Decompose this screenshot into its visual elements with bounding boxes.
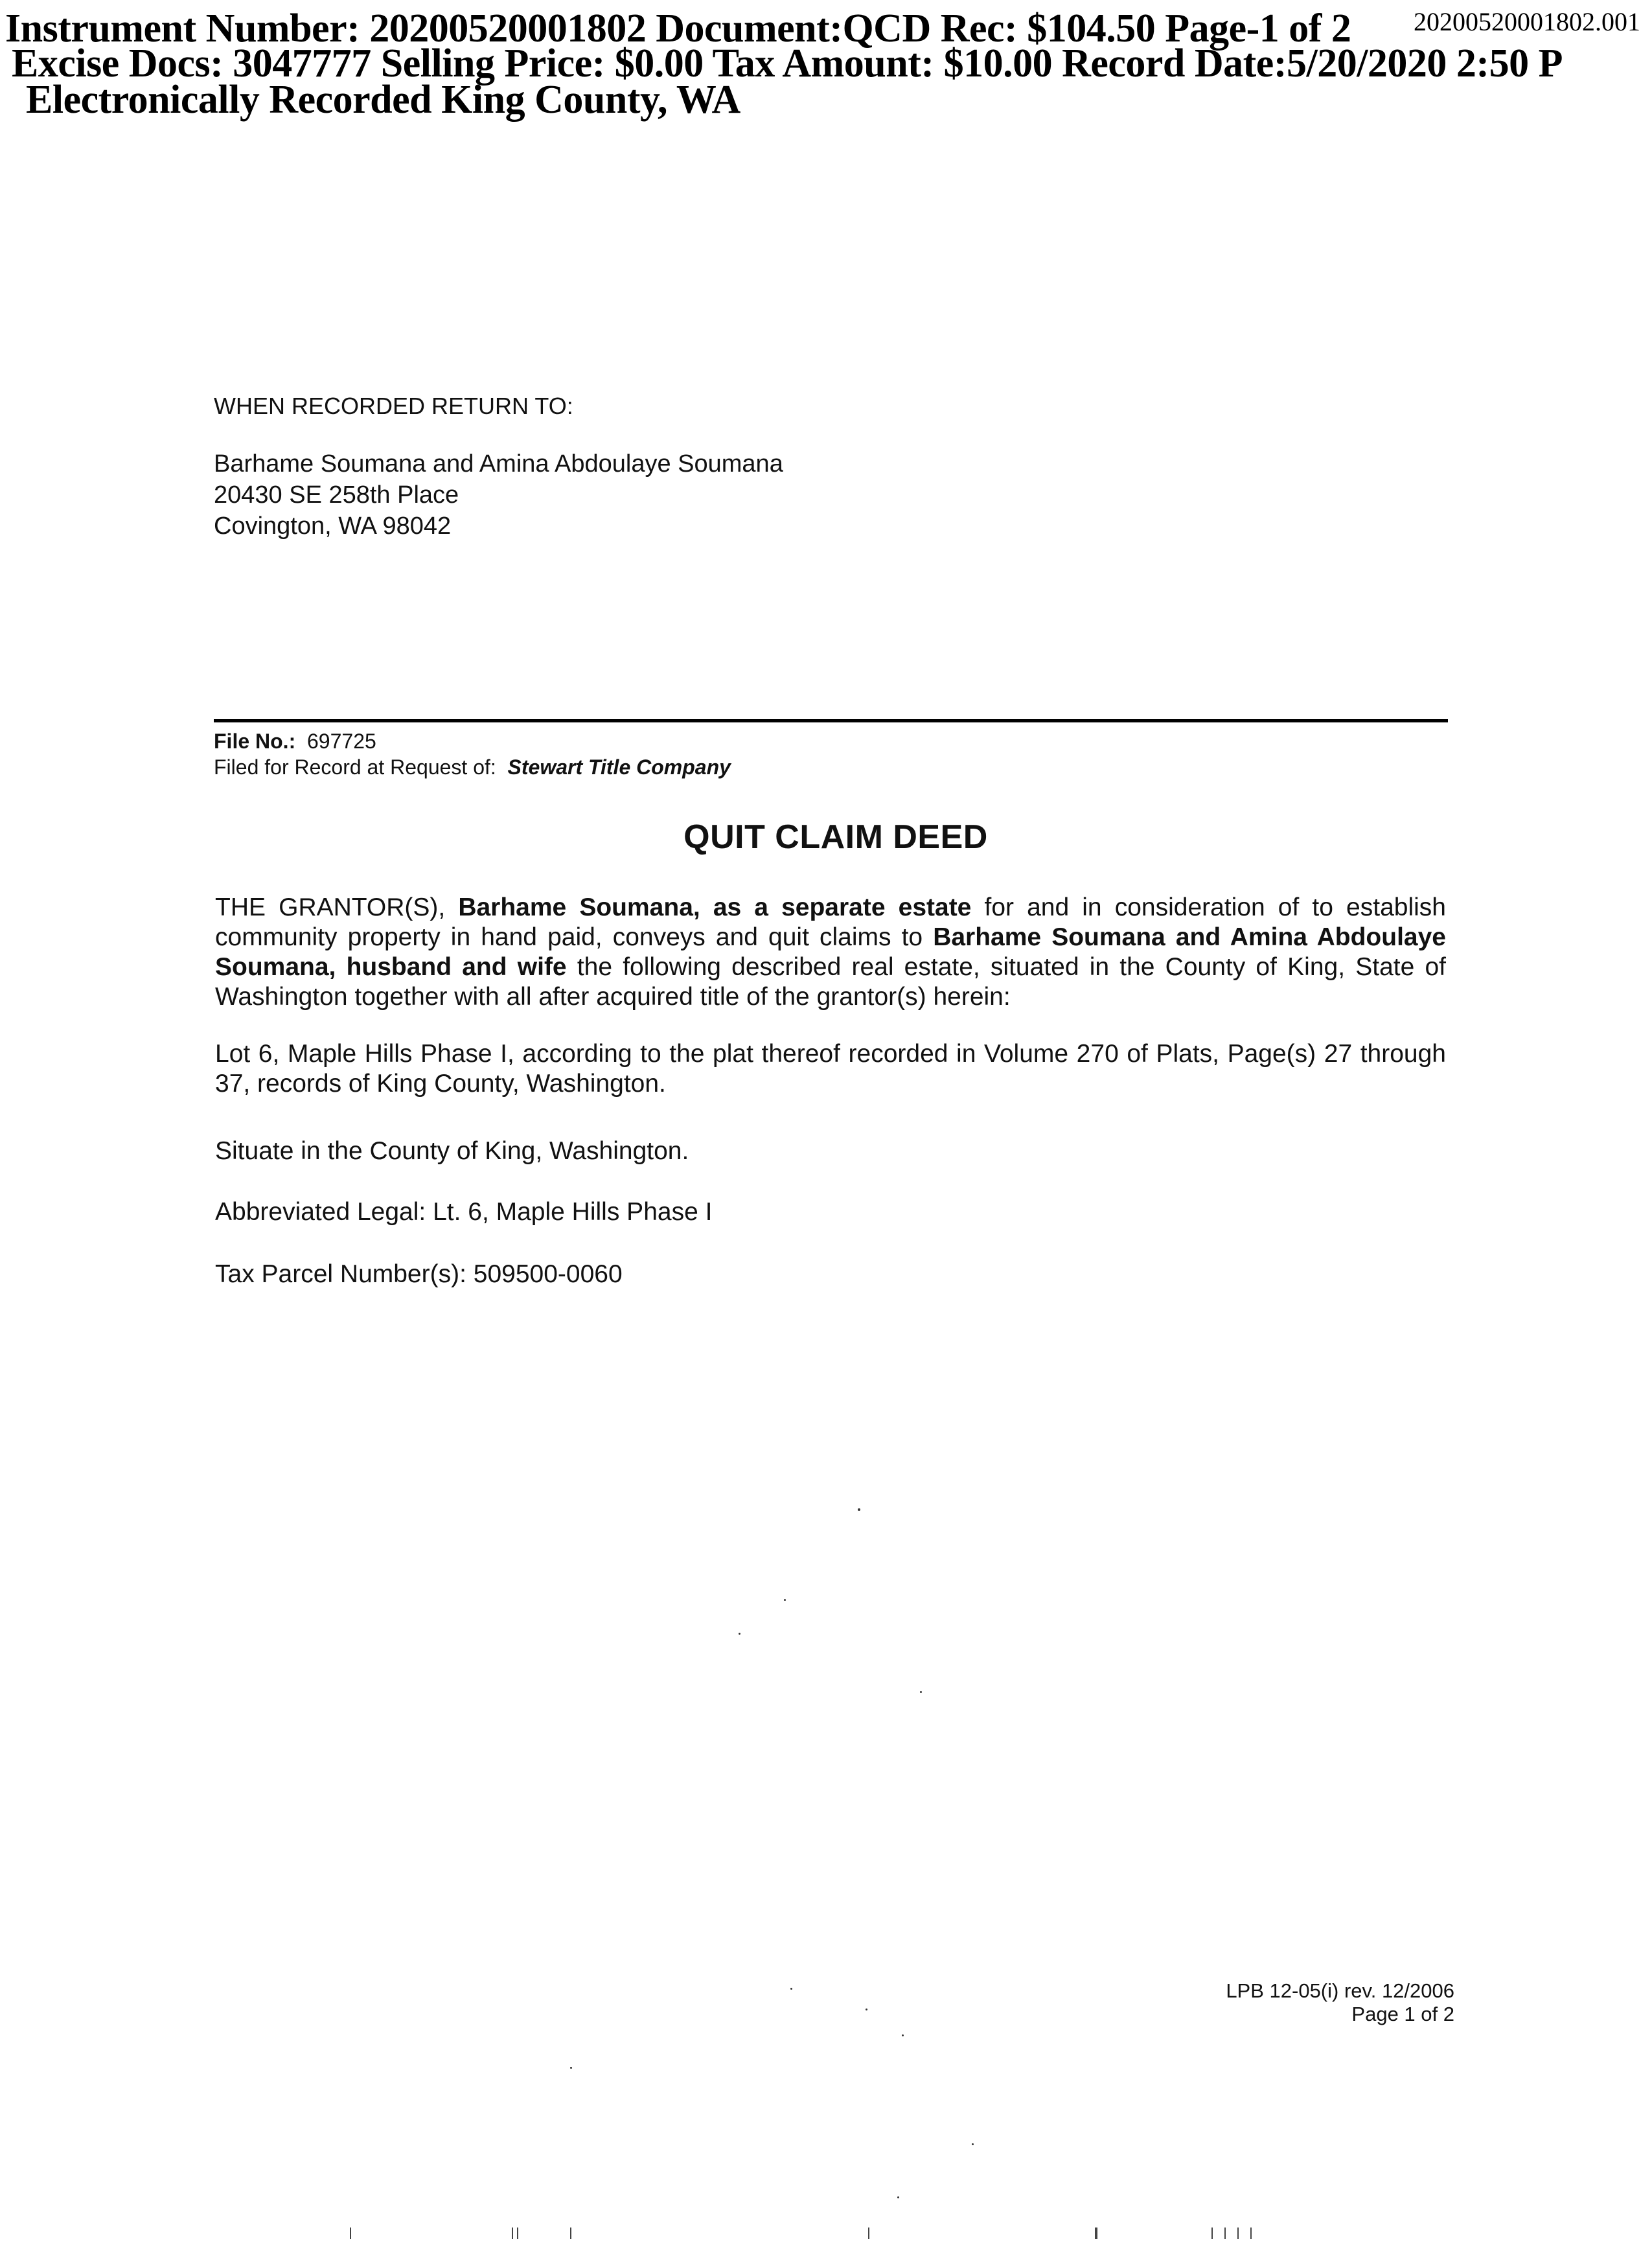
- return-address: [214, 448, 783, 542]
- document-title-wrap: [0, 818, 1652, 857]
- scan-speck: [972, 2143, 974, 2145]
- stamp-line-recorded: Electronically Recorded King County, WA: [26, 78, 740, 122]
- page-indicator: Page 1 of 2: [1351, 2003, 1454, 2025]
- scan-speck: [920, 1691, 922, 1693]
- tax-parcel: Tax Parcel Number(s): 509500-0060: [215, 1260, 623, 1288]
- scan-speck: [790, 1988, 792, 1990]
- form-number: LPB 12-05(i) rev. 12/2006: [1226, 1979, 1454, 2002]
- return-street: 20430 SE 258th Place: [214, 481, 459, 509]
- scan-speck: [897, 2196, 899, 2198]
- divider-rule: [214, 719, 1448, 722]
- filed-request-line: [214, 754, 731, 780]
- return-name: Barhame Soumana and Amina Abdoulaye Soumana: [214, 450, 783, 478]
- file-no-label: File No.:: [214, 730, 296, 753]
- stamp-line-excise: Excise Docs: 3047777 Selling Price: $0.00 Tax Amount: $10.00 Record Date:5/20/2020 2:50 P: [12, 41, 1563, 86]
- filed-company: Stewart Title Company: [507, 755, 731, 779]
- scan-speck: [739, 1633, 740, 1635]
- abbreviated-legal: Abbreviated Legal: Lt. 6, Maple Hills Phase I: [215, 1198, 713, 1226]
- grantor-name: Barhame Soumana, as a separate estate: [458, 893, 972, 921]
- scan-speck: [784, 1599, 786, 1601]
- legal-description: Lot 6, Maple Hills Phase I, according to the plat thereof recorded in Volume 270 of Plats, Page(s) 27 through 37, records of King County, Washington.: [215, 1040, 1446, 1098]
- situate-line: Situate in the County of King, Washington.: [215, 1137, 689, 1165]
- stamp-line-instrument: Instrument Number: 20200520001802 Document:QCD Rec: $104.50 Page-1 of 2: [5, 6, 1351, 51]
- document-title: QUIT CLAIM DEED: [683, 818, 988, 856]
- scan-edge-marks: [0, 2228, 1652, 2240]
- grantor-lead: THE GRANTOR(S),: [215, 893, 459, 921]
- file-no-value: 697725: [307, 730, 376, 753]
- scan-speck: [866, 2009, 867, 2010]
- grantor-consideration: for and in consideration of to establish community property in hand paid, conveys and quit claims to: [215, 893, 1446, 951]
- return-to-heading: WHEN RECORDED RETURN TO:: [214, 393, 573, 419]
- scan-speck: [570, 2067, 572, 2069]
- stamp-page-number: 20200520001802.001: [1414, 7, 1640, 36]
- grantor-paragraph: [215, 893, 1446, 1012]
- filed-label: Filed for Record at Request of:: [214, 755, 496, 779]
- scan-speck: [902, 2034, 904, 2036]
- scan-speck: [858, 1508, 860, 1511]
- filing-info: [214, 728, 731, 780]
- return-city: Covington, WA 98042: [214, 512, 452, 540]
- grantee-name: Barhame Soumana and Amina Abdoulaye Soumana, husband and wife: [215, 923, 1446, 981]
- file-number-line: [214, 728, 731, 754]
- grantor-tail: the following described real estate, situated in the County of King, State of Washington together with all after acquired title of the grantor(s) herein:: [215, 953, 1447, 1011]
